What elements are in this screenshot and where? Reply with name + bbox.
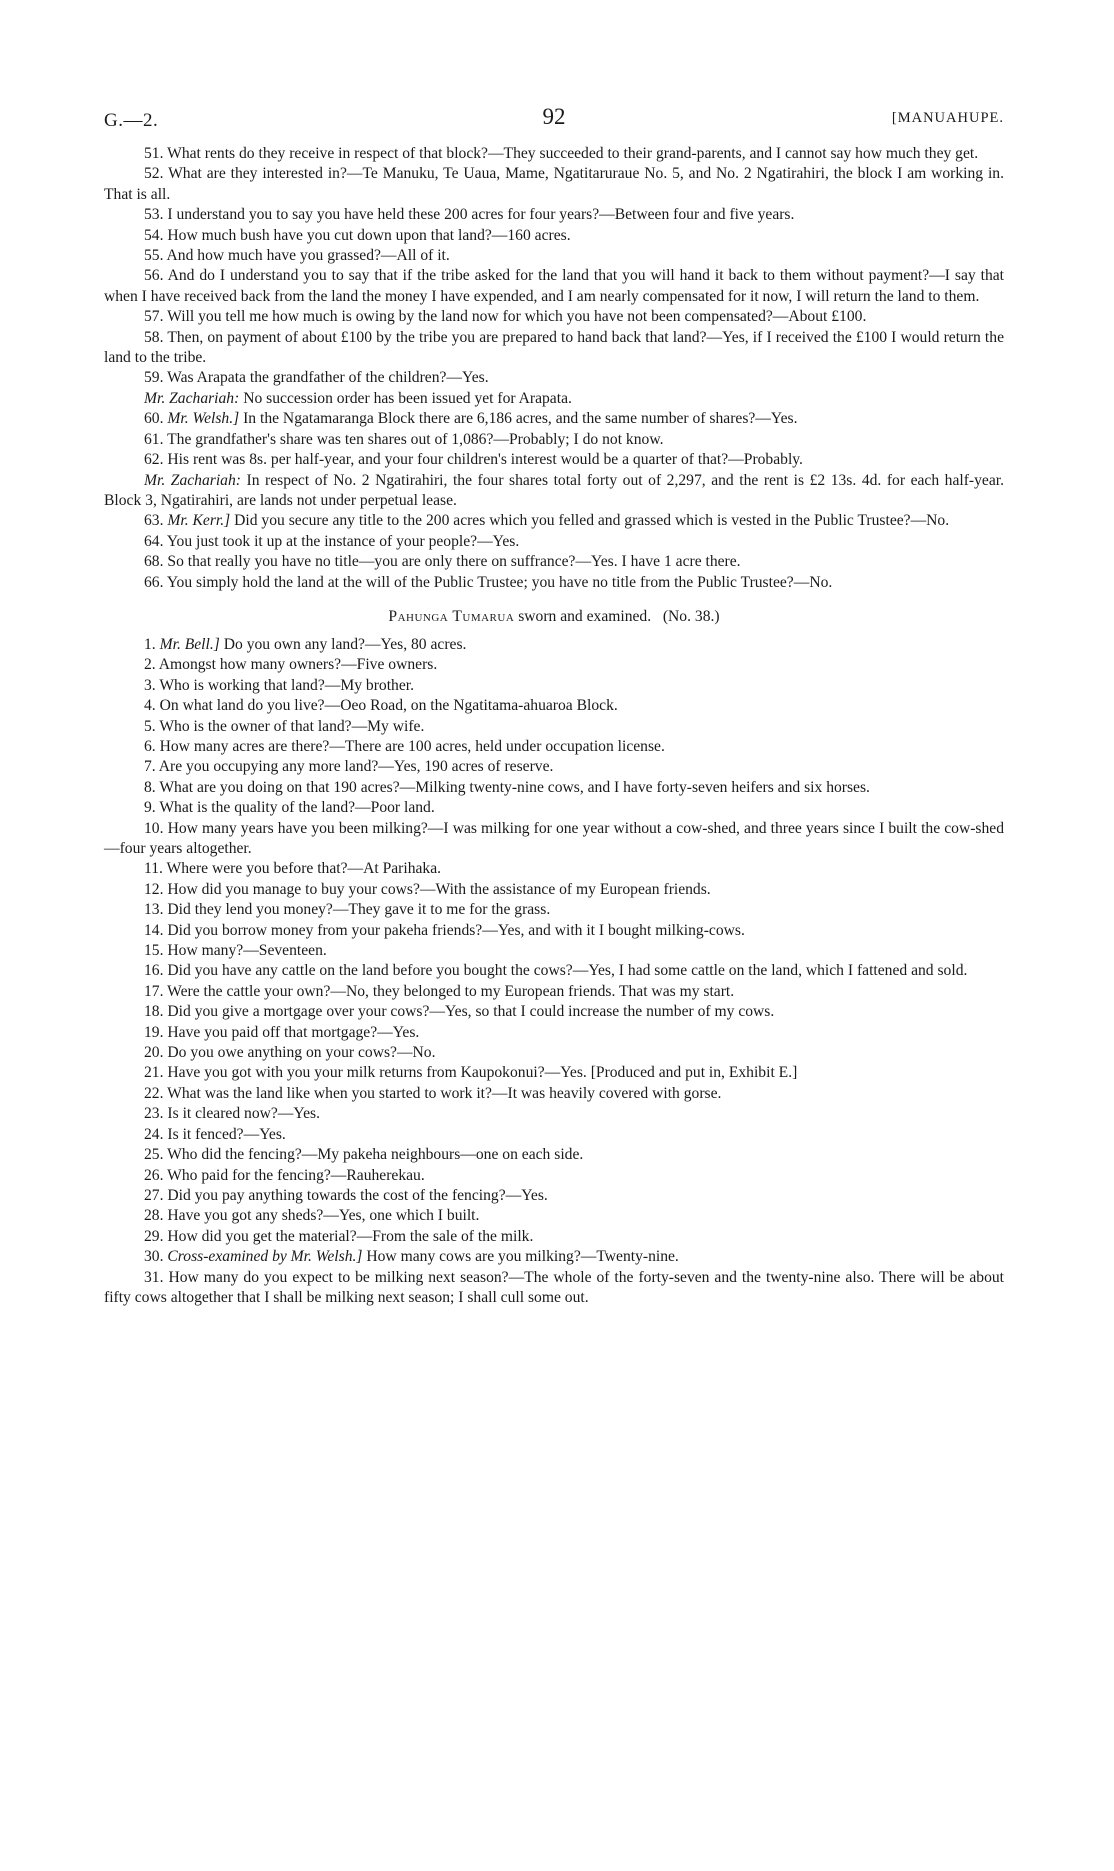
question-number: 60. <box>144 410 164 428</box>
paragraph-text: Did you pay anything towards the cost of the fencing?—Yes. <box>167 1186 548 1204</box>
qa-paragraph <box>104 900 1004 920</box>
paragraph-text: No succession order has been issued yet for Arapata. <box>243 389 572 407</box>
paragraph-text: And do I understand you to say that if the tribe asked for the land that you will hand it back to them without payment?—I say that when I have received back from the land the money I have expended, and I am nearly compensated for it now, I will return the land to them. <box>104 267 1004 305</box>
question-number: 57. <box>144 308 164 326</box>
paragraph-text: Do you own any land?—Yes, 80 acres. <box>223 635 467 653</box>
qa-paragraph <box>104 1043 1004 1063</box>
paragraph-text: Where were you before that?—At Parihaka. <box>166 860 442 878</box>
question-number: 8. <box>144 778 156 796</box>
question-number: 7. <box>144 758 156 776</box>
paragraph-text: You just took it up at the instance of your people?—Yes. <box>166 532 520 550</box>
qa-paragraph <box>104 1247 1004 1267</box>
paragraph-text: In the Ngatamaranga Block there are 6,186 acres, and the same number of shares?—Yes. <box>243 410 798 428</box>
qa-paragraph <box>104 328 1004 369</box>
paragraph-text: Who paid for the fencing?—Rauherekau. <box>167 1166 425 1184</box>
paragraph-text: How did you get the material?—From the sale of the milk. <box>167 1227 534 1245</box>
witness-sworn: sworn and examined. <box>518 607 652 625</box>
paragraph-text: Then, on payment of about £100 by the tribe you are prepared to hand back that land?—Yes, if I received the £100 I would return the land to the tribe. <box>104 328 1004 367</box>
qa-paragraph <box>104 921 1004 941</box>
paragraph-text: Did they lend you money?—They gave it to me for the grass. <box>167 901 551 919</box>
qa-paragraph <box>104 532 1004 552</box>
paragraph-text: Have you got with you your milk returns from Kaupokonui?—Yes. [Produced and put in, Exhibit E.] <box>167 1064 798 1082</box>
speaker-name: Cross-examined by Mr. Welsh.] <box>167 1248 363 1266</box>
qa-paragraph <box>104 1186 1004 1206</box>
paragraph-text: Will you tell me how much is owing by the land now for which you have not been compensated?—About £100. <box>167 308 867 326</box>
qa-paragraph <box>104 655 1004 675</box>
question-number: 53. <box>144 206 164 224</box>
question-number: 15. <box>144 942 164 960</box>
question-number: 9. <box>144 799 156 817</box>
qa-paragraph <box>104 941 1004 961</box>
question-number: 30. <box>144 1248 164 1266</box>
question-number: 22. <box>144 1084 164 1102</box>
qa-paragraph <box>104 1268 1004 1309</box>
speaker-name: Mr. Kerr.] <box>167 512 231 530</box>
qa-paragraph <box>104 144 1004 164</box>
qa-paragraph <box>104 1063 1004 1083</box>
question-number: 25. <box>144 1146 164 1164</box>
paragraph-text: Who is working that land?—My brother. <box>159 676 414 694</box>
question-number: 61. <box>144 430 164 448</box>
paragraph-text: How did you manage to buy your cows?—With the assistance of my European friends. <box>167 880 711 898</box>
question-number: 24. <box>144 1125 164 1143</box>
qa-paragraph <box>104 1145 1004 1165</box>
paragraph-text: On what land do you live?—Oeo Road, on the Ngatitama-ahuaroa Block. <box>159 697 618 715</box>
paragraph-text: Who did the fencing?—My pakeha neighbours—one on each side. <box>167 1146 584 1164</box>
qa-paragraph <box>104 635 1004 655</box>
question-number: 12. <box>144 880 164 898</box>
paragraph-text: How many?—Seventeen. <box>167 942 327 960</box>
qa-paragraph <box>104 859 1004 879</box>
paragraph-text: Who is the owner of that land?—My wife. <box>159 717 425 735</box>
question-number: 5. <box>144 717 156 735</box>
question-number: 17. <box>144 982 164 1000</box>
question-number: 58. <box>144 328 164 346</box>
question-number: 6. <box>144 737 156 755</box>
qa-paragraph <box>104 430 1004 450</box>
qa-paragraph <box>104 1206 1004 1226</box>
qa-paragraph <box>104 450 1004 470</box>
question-number: 1. <box>144 635 156 653</box>
paragraph-text: How many years have you been milking?—I was milking for one year without a cow-shed, and three years since I built the cow-shed—four years altogether. <box>104 819 1004 857</box>
evidence-text <box>104 144 1004 1308</box>
question-number: 27. <box>144 1186 164 1204</box>
paragraph-text: What are you doing on that 190 acres?—Milking twenty-nine cows, and I have forty-seven heifers and six horses. <box>159 778 870 796</box>
paragraph-text: Have you got any sheds?—Yes, one which I built. <box>167 1207 480 1225</box>
paragraph-text: What are they interested in?—Te Manuku, Te Uaua, Mame, Ngatitaruraue No. 5, and No. 2 Ngatirahiri, the block I am working in. That is all. <box>104 165 1004 203</box>
question-number: 55. <box>144 247 164 265</box>
question-number: 62. <box>144 451 164 469</box>
qa-paragraph <box>104 880 1004 900</box>
question-number: 2. <box>144 656 156 674</box>
question-number: 28. <box>144 1207 164 1225</box>
qa-paragraph <box>104 1002 1004 1022</box>
qa-paragraph <box>104 511 1004 531</box>
qa-paragraph <box>104 368 1004 388</box>
qa-paragraph <box>104 982 1004 1002</box>
paragraph-text: How many acres are there?—There are 100 acres, held under occupation license. <box>159 737 665 755</box>
paragraph-text: Have you paid off that mortgage?—Yes. <box>167 1023 420 1041</box>
qa-paragraph <box>104 389 1004 409</box>
paragraph-text: What rents do they receive in respect of that block?—They succeeded to their grand-parents, and I cannot say how much they get. <box>167 145 979 162</box>
qa-paragraph <box>104 246 1004 266</box>
qa-paragraph <box>104 573 1004 593</box>
witness-number: (No. 38.) <box>662 607 720 625</box>
paragraph-text: What is the quality of the land?—Poor land. <box>159 799 435 817</box>
qa-paragraph <box>104 961 1004 981</box>
paragraph-text: What was the land like when you started to work it?—It was heavily covered with gorse. <box>167 1084 722 1102</box>
qa-paragraph <box>104 1227 1004 1247</box>
question-number: 66. <box>144 573 164 591</box>
question-number: 10. <box>144 819 164 837</box>
paragraph-text: How much bush have you cut down upon that land?—160 acres. <box>167 226 571 244</box>
question-number: 16. <box>144 962 164 980</box>
qa-paragraph <box>104 409 1004 429</box>
question-number: 23. <box>144 1105 164 1123</box>
qa-paragraph <box>104 737 1004 757</box>
paragraph-text: How many do you expect to be milking next season?—The whole of the forty-seven and the twenty-nine also. There will be about fifty cows altogether that I shall be milking next season; I shall cull some out. <box>104 1268 1005 1306</box>
question-number: 31. <box>144 1268 164 1286</box>
page-number: 92 <box>542 104 566 129</box>
paper-reference: G.—2. <box>104 110 159 131</box>
paragraph-text: Were the cattle your own?—No, they belonged to my European friends. That was my start. <box>167 982 735 1000</box>
paragraph-text: Amongst how many owners?—Five owners. <box>158 656 438 674</box>
question-number: 4. <box>144 697 156 715</box>
paragraph-text: How many cows are you milking?—Twenty-nine. <box>366 1248 679 1266</box>
qa-paragraph <box>104 205 1004 225</box>
question-number: 64. <box>144 532 164 550</box>
paragraph-text: Did you have any cattle on the land before you bought the cows?—Yes, I had some cattle on the land, which I fattened and sold. <box>167 962 968 980</box>
qa-paragraph <box>104 471 1004 512</box>
qa-paragraph <box>104 266 1004 307</box>
running-title: [MANUAHUPE. <box>891 110 1004 126</box>
qa-paragraph <box>104 757 1004 777</box>
paragraph-text: Was Arapata the grandfather of the children?—Yes. <box>167 369 489 387</box>
qa-paragraph <box>104 798 1004 818</box>
witness-name: Pahunga Tumarua <box>388 607 515 625</box>
qa-paragraph <box>104 1125 1004 1145</box>
paragraph-text: Did you borrow money from your pakeha friends?—Yes, and with it I bought milking-cows. <box>167 921 745 939</box>
qa-paragraph <box>104 552 1004 572</box>
question-number: 54. <box>144 226 164 244</box>
qa-paragraph <box>104 696 1004 716</box>
paragraph-text: Did you give a mortgage over your cows?—Yes, so that I could increase the number of my cows. <box>167 1003 775 1021</box>
question-number: 56. <box>144 267 164 285</box>
evidence-part-2 <box>104 635 1004 1308</box>
question-number: 68. <box>144 553 164 571</box>
qa-paragraph <box>104 1104 1004 1124</box>
evidence-part-1 <box>104 144 1004 593</box>
question-number: 3. <box>144 676 156 694</box>
qa-paragraph <box>104 1084 1004 1104</box>
question-number: 18. <box>144 1003 164 1021</box>
running-head <box>104 104 1004 144</box>
speaker-name: Mr. Welsh.] <box>167 410 240 428</box>
qa-paragraph <box>104 819 1004 860</box>
paragraph-text: You simply hold the land at the will of the Public Trustee; you have no title from the Public Trustee?—No. <box>166 573 833 591</box>
paragraph-text: Do you owe anything on your cows?—No. <box>167 1044 436 1062</box>
paragraph-text: Is it fenced?—Yes. <box>167 1125 286 1143</box>
paragraph-text: The grandfather's share was ten shares out of 1,086?—Probably; I do not know. <box>167 430 664 448</box>
paragraph-text: And how much have you grassed?—All of it. <box>166 247 450 265</box>
question-number: 26. <box>144 1166 164 1184</box>
question-number: 63. <box>144 512 164 530</box>
question-number: 19. <box>144 1023 164 1041</box>
qa-paragraph <box>104 1023 1004 1043</box>
question-number: 21. <box>144 1064 164 1082</box>
document-page <box>104 104 1004 1308</box>
qa-paragraph <box>104 226 1004 246</box>
paragraph-text: Did you secure any title to the 200 acres which you felled and grassed which is vested in the Public Trustee?—No. <box>234 512 950 530</box>
paragraph-text: Is it cleared now?—Yes. <box>167 1105 320 1123</box>
witness-heading <box>104 607 1004 627</box>
question-number: 13. <box>144 901 164 919</box>
qa-paragraph <box>104 164 1004 205</box>
qa-paragraph <box>104 676 1004 696</box>
paragraph-text: In respect of No. 2 Ngatirahiri, the four shares total forty out of 2,297, and the rent is £2 13s. 4d. for each half-year. Block 3, Ngatirahiri, are lands not under perpetual lease. <box>104 471 1004 509</box>
qa-paragraph <box>104 778 1004 798</box>
qa-paragraph <box>104 717 1004 737</box>
question-number: 52. <box>144 165 164 183</box>
question-number: 29. <box>144 1227 164 1245</box>
question-number: 11. <box>144 860 163 878</box>
question-number: 14. <box>144 921 164 939</box>
question-number: 51. <box>144 145 164 162</box>
speaker-name: Mr. Zachariah: <box>144 471 241 489</box>
qa-paragraph <box>104 1166 1004 1186</box>
paragraph-text: I understand you to say you have held these 200 acres for four years?—Between four and five years. <box>167 206 795 224</box>
paragraph-text: His rent was 8s. per half-year, and your four children's interest would be a quarter of that?—Probably. <box>167 451 803 469</box>
question-number: 20. <box>144 1044 164 1062</box>
speaker-name: Mr. Zachariah: <box>144 389 240 407</box>
paragraph-text: So that really you have no title—you are only there on suffrance?—Yes. I have 1 acre there. <box>167 553 741 571</box>
speaker-name: Mr. Bell.] <box>159 635 220 653</box>
qa-paragraph <box>104 307 1004 327</box>
question-number: 59. <box>144 369 164 387</box>
paragraph-text: Are you occupying any more land?—Yes, 190 acres of reserve. <box>158 758 554 776</box>
